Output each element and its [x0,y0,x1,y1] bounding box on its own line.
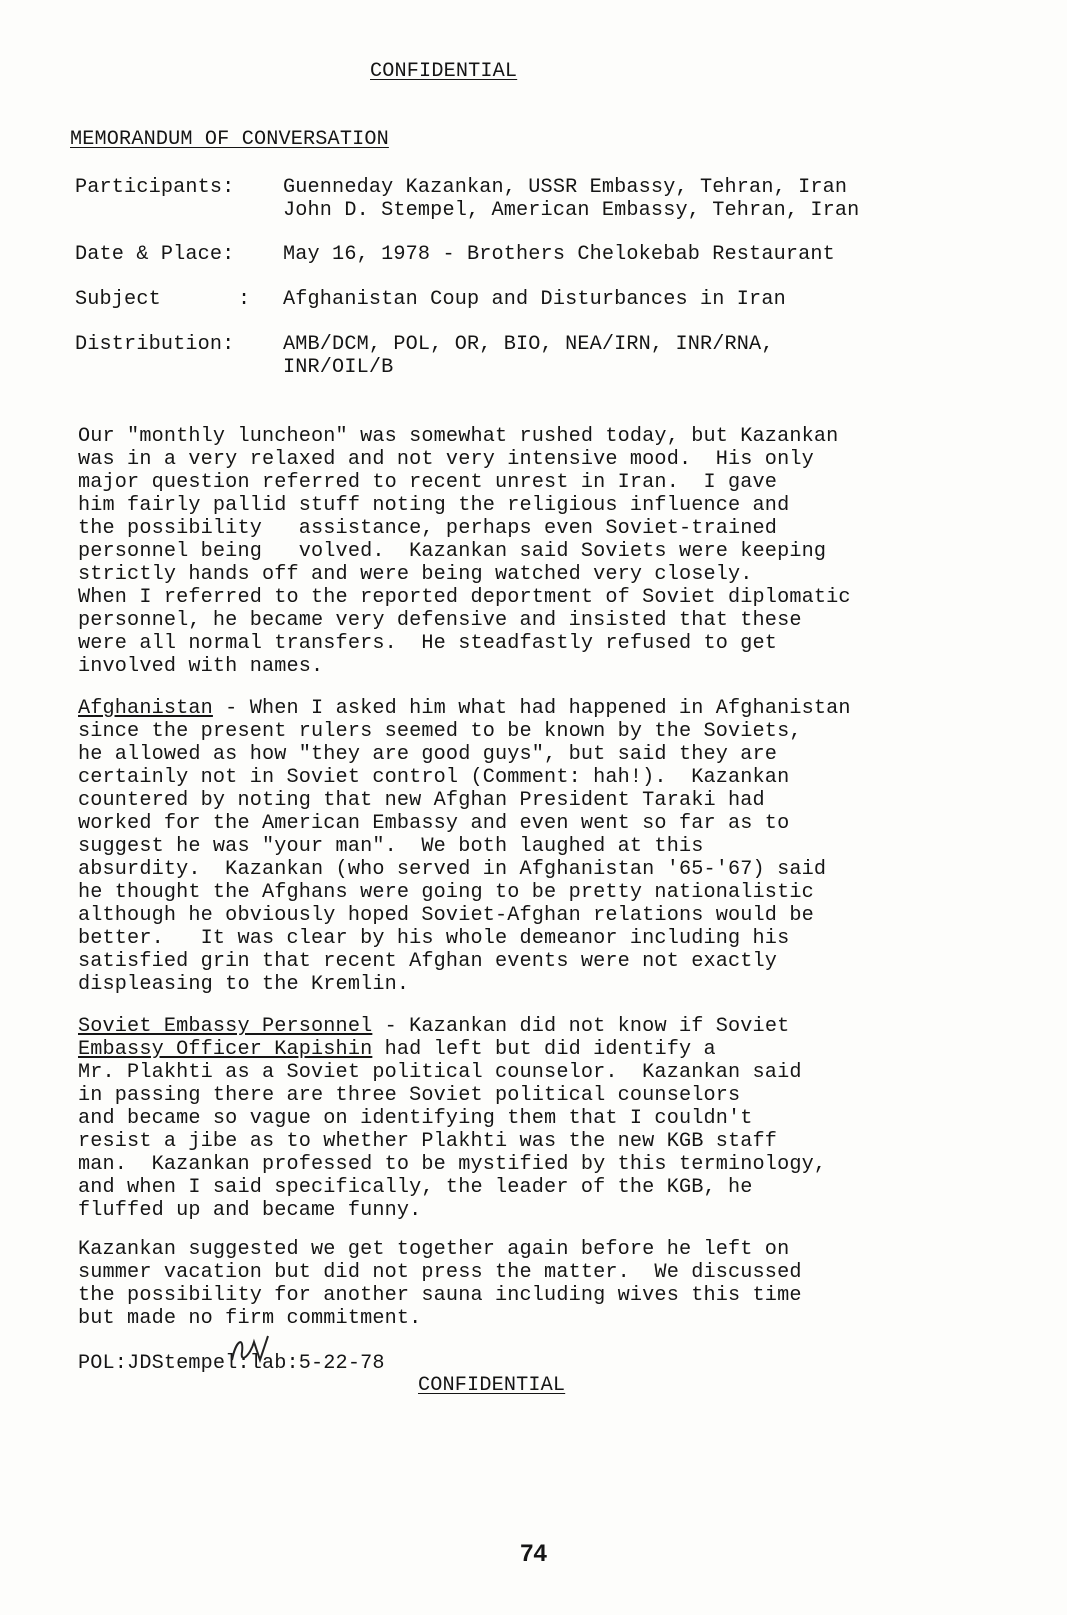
text-line: fluffed up and became funny. [78,1199,422,1222]
afghanistan-first-line-rest: - When I asked him what had happened in Afghanistan [212,697,851,720]
handwritten-initials-icon [222,1330,282,1370]
text-line: he thought the Afghans were going to be pretty nationalistic [78,881,814,904]
kapishin-underlined-text: Embassy Officer Kapishin [78,1038,373,1061]
page-number: 74 [520,1540,547,1567]
distribution-label: Distribution: [75,333,235,356]
text-line: summer vacation but did not press the matter. We discussed [78,1261,802,1284]
text-line [78,697,958,720]
text-line: strictly hands off and were being watched very closely. [78,563,753,586]
text-line: the possibility assistance, perhaps even Soviet-trained [78,517,778,540]
soviet-personnel-heading: Soviet Embassy Personnel [78,1015,373,1038]
text-line: displeasing to the Kremlin. [78,973,410,996]
text-line: the possibility for another sauna including wives this time [78,1284,802,1307]
text-line: satisfied grin that recent Afghan events were not exactly [78,950,778,973]
date-place-label: Date & Place: [75,243,235,266]
participant-line: Guenneday Kazankan, USSR Embassy, Tehran, Iran [283,176,848,199]
text-line: When I referred to the reported deportment of Soviet diplomatic [78,586,851,609]
soviet-first-line-rest: - Kazankan did not know if Soviet [372,1015,790,1038]
text-line: man. Kazankan professed to be mystified by this terminology, [78,1153,827,1176]
participant-line: John D. Stempel, American Embassy, Tehran, Iran [283,199,860,222]
text-line: resist a jibe as to whether Plakhti was the new KGB staff [78,1130,778,1153]
soviet-personnel-paragraph [78,1015,958,1222]
text-line: Mr. Plakhti as a Soviet political counselor. Kazankan said [78,1061,802,1084]
text-line: since the present rulers seemed to be known by the Soviets, [78,720,802,743]
text-line: Our "monthly luncheon" was somewhat rushed today, but Kazankan [78,425,839,448]
closing-paragraph [78,1238,958,1330]
afghanistan-heading: Afghanistan [78,697,213,720]
text-line: in passing there are three Soviet political counselors [78,1084,741,1107]
memo-title: MEMORANDUM OF CONVERSATION [70,128,389,151]
subject-colon: : [238,288,251,311]
intro-paragraph [78,425,958,678]
text-line [78,1015,958,1038]
text-line: certainly not in Soviet control (Comment: hah!). Kazankan [78,766,790,789]
date-place-value: May 16, 1978 - Brothers Chelokebab Restaurant [283,243,835,266]
text-line: major question referred to recent unrest in Iran. I gave [78,471,778,494]
participants-label: Participants: [75,176,235,199]
text-line: personnel being volved. Kazankan said Soviets were keeping [78,540,827,563]
top-classification-marking: CONFIDENTIAL [370,60,518,83]
subject-label: Subject [75,288,161,311]
text-line: countered by noting that new Afghan President Taraki had [78,789,765,812]
subject-value: Afghanistan Coup and Disturbances in Iran [283,288,786,311]
drafting-line: POL:JDStempel:lab:5-22-78 [78,1352,385,1375]
text-line: him fairly pallid stuff noting the religious influence and [78,494,790,517]
text-line [78,1038,958,1061]
bottom-classification-marking: CONFIDENTIAL [418,1374,566,1397]
soviet-second-line-rest: had left but did identify a [372,1038,716,1061]
text-line: but made no firm commitment. [78,1307,422,1330]
distribution-line: INR/OIL/B [283,356,394,379]
text-line: and when I said specifically, the leader of the KGB, he [78,1176,753,1199]
text-line: better. It was clear by his whole demeanor including his [78,927,790,950]
text-line: he allowed as how "they are good guys", but said they are [78,743,778,766]
text-line: involved with names. [78,655,324,678]
distribution-line: AMB/DCM, POL, OR, BIO, NEA/IRN, INR/RNA, [283,333,774,356]
text-line: worked for the American Embassy and even went so far as to [78,812,790,835]
text-line: were all normal transfers. He steadfastly refused to get [78,632,778,655]
text-line: suggest he was "your man". We both laughed at this [78,835,704,858]
distribution-value [283,333,774,379]
text-line: was in a very relaxed and not very intensive mood. His only [78,448,814,471]
afghanistan-paragraph [78,697,958,996]
text-line: and became so vague on identifying them that I couldn't [78,1107,753,1130]
text-line: although he obviously hoped Soviet-Afghan relations would be [78,904,814,927]
text-line: personnel, he became very defensive and insisted that these [78,609,802,632]
participants-value [283,176,859,222]
text-line: Kazankan suggested we get together again before he left on [78,1238,790,1261]
text-line: absurdity. Kazankan (who served in Afghanistan '65-'67) said [78,858,827,881]
